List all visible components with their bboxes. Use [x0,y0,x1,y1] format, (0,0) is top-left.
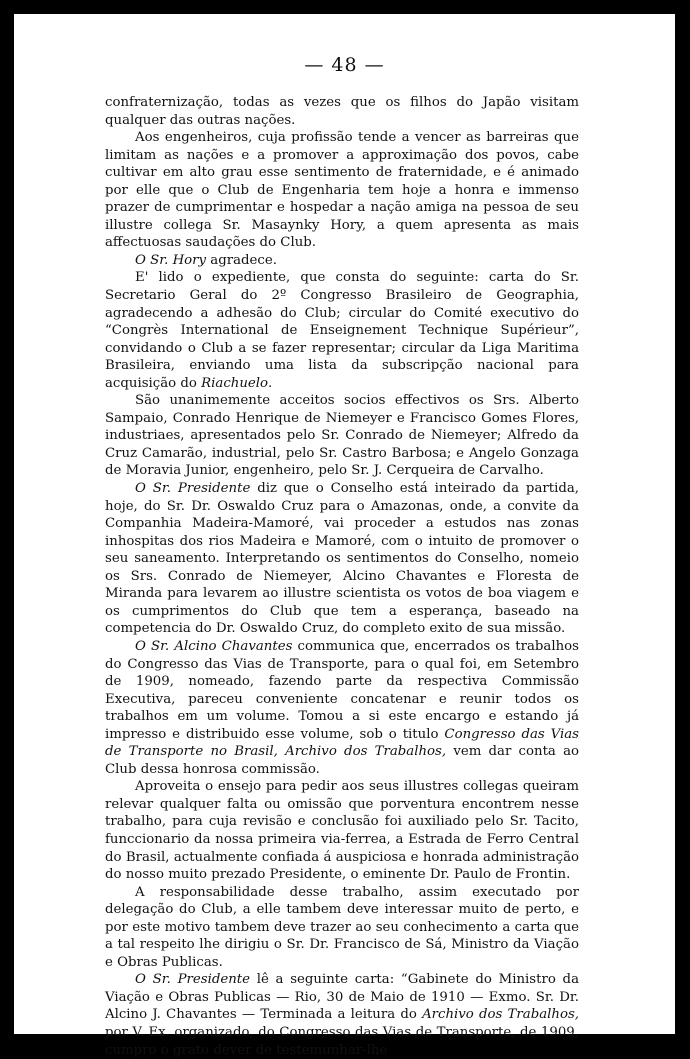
italic-term: Riachuelo [201,375,269,391]
paragraph-tail: vem dar conta ao Club dessa honrosa commissão. [105,744,579,777]
paragraph-4 [105,269,579,392]
paragraph-tail: . [268,375,273,391]
speaker-name: O Sr. Hory [135,252,207,268]
paragraph-text: diz que o Conselho está inteirado da partida, hoje, do Sr. Dr. Oswaldo Cruz para o Amazonas, onde, a convite da Companhia Madeira-Mamoré, vai proceder a estudos nas zonas inhospitas dos rios Madeira e Mamoré, com o intuito de promover o seu saneamento. Interpretando os sentimentos do Conselho, nomeio os Srs. Conrado de Niemeyer, Alcino Chavantes e Floresta de Miranda para levarem ao illustre scientista os votos de boa viagem e os cumprimentos do Club que tem a esperança, baseado na competencia do Dr. Oswaldo Cruz, do completo exito de sua missão. [105,481,579,637]
paragraph-3 [105,252,579,270]
paragraph-7 [105,638,579,778]
speaker-name: O Sr. Presidente [135,481,251,497]
italic-title: Archivo dos Trabalhos, [422,1007,580,1023]
paragraph-text: E' lido o expediente, que consta do seguinte: carta do Sr. Secretario Geral do 2º Congresso Brasileiro de Geographia, agradecendo a adhesão do Club; circular do Comité executivo do “Congrès International de Enseignement Technique Supérieur”, convidando o Club a se fazer representar; circular da Liga Maritima Brasileira, enviando uma lista da subscripção nacional para acquisição do [105,270,579,391]
paragraph-8 [105,778,579,883]
paragraph-text: lê a seguinte carta: “Gabinete do Ministro da Viação e Obras Publicas — Rio, 30 de Maio de 1910 — Exmo. Sr. Dr. Alcino J. Chavantes — Terminada a leitura do [105,972,579,1023]
paragraph-text: A responsabilidade desse trabalho, assim executado por delegação do Club, a elle tambem deve interessar muito de perto, e por este motivo tambem deve trazer ao seu conhecimento a carta que a tal respeito lhe dirigiu o Sr. Dr. Francisco de Sá, Ministro da Viação e Obras Publicas. [105,884,579,970]
paragraph-text: agradece. [206,252,277,268]
paragraph-text: Aproveita o ensejo para pedir aos seus illustres collegas queiram relevar qualquer falta ou omissão que porventura encontrem nesse trabalho, para cuja revisão e conclusão foi auxiliado pelo Sr. Tacito, funccionario da nossa primeira via-ferrea, a Estrada de Ferro Central do Brasil, actualmente confiada á auspiciosa e honrada administração do nosso muito prezado Presidente, o eminente Dr. Paulo de Frontin. [105,779,579,883]
book-page [14,14,675,1058]
paragraph-text: confraternização, todas as vezes que os filhos do Japão visitam qualquer das outras nações. [105,95,579,128]
paragraph-1 [105,94,579,129]
paragraph-10 [105,971,579,1059]
paragraph-5 [105,392,579,480]
paragraph-9 [105,884,579,972]
paragraph-text: Aos engenheiros, cuja profissão tende a vencer as barreiras que limitam as nações e a promover a approximação dos povos, cabe cultivar em alto grau esse sentimento de fraternidade, e é animado por elle que o Club de Engenharia tem hoje a honra e immenso prazer de cumprimentar e hospedar a nação amiga na pessoa de seu illustre collega Sr. Masaynky Hory, a quem apresenta as mais affectuosas saudações do Club. [105,130,579,251]
page-body [105,94,579,1059]
paragraph-text: São unanimemente acceitos socios effectivos os Srs. Alberto Sampaio, Conrado Henrique de Niemeyer e Francisco Gomes Flores, industriaes, apresentados pelo Sr. Conrado de Niemeyer; Alfredo da Cruz Camarão, industrial, pelo Sr. Castro Barbosa; e Angelo Gonzaga de Moravia Junior, engenheiro, pelo Sr. J. Cerqueira de Carvalho. [105,393,579,479]
paragraph-text: communica que, encerrados os trabalhos do Congresso das Vias de Transporte, para o qual foi, em Setembro de 1909, nomeado, fazendo parte da respectiva Commissão Executiva, pareceu conveniente concatenar e reunir todos os trabalhos em um volume. Tomou a si este encargo e estando já impresso e distribuido esse volume, sob o titulo [105,638,579,742]
page-number: — 48 — [304,54,385,76]
speaker-name: O Sr. Presidente [135,972,250,988]
paragraph-6 [105,480,579,638]
paragraph-tail: por V. Ex. organizado, do Congresso das Vias de Transporte, de 1909, cumpro o grato dever de testemunhar-lhe [105,1024,579,1058]
italic-title: Congresso das Vias de Transporte no Brasil, Archivo dos Trabalhos, [105,726,579,760]
paragraph-2 [105,129,579,252]
speaker-name: O Sr. Alcino Chavantes [135,638,293,654]
